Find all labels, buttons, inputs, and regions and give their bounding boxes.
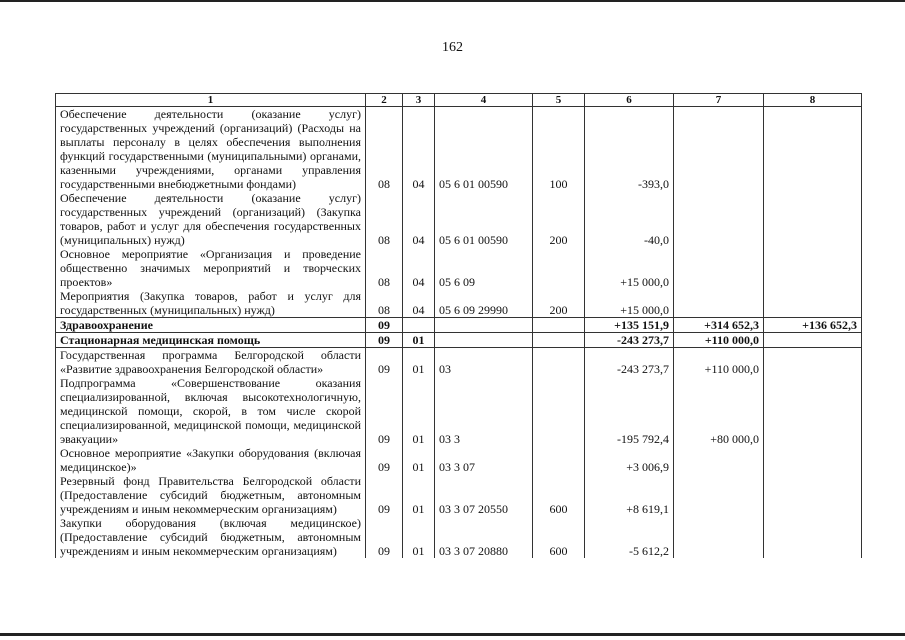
table-row-section-total: [56, 318, 862, 333]
row-amount-col8: [764, 446, 862, 474]
row-amount-col8: [764, 289, 862, 318]
row-target-article: 05 6 01 00590: [435, 191, 533, 247]
page-number: 162: [442, 40, 463, 55]
col-header-2: 2: [366, 94, 403, 107]
row-description: Здравоохранение: [56, 318, 366, 333]
row-description: Обеспечение деятельности (оказание услуг) государственных учреждений (организаций) (Закупка товаров, работ и услуг для обеспечения государственных (муниципальных) нужд): [56, 191, 366, 247]
row-amount-col6: -243 273,7: [585, 348, 674, 377]
row-amount-col6: +15 000,0: [585, 289, 674, 318]
row-target-article: 05 6 09: [435, 247, 533, 289]
col-header-7: 7: [674, 94, 764, 107]
row-amount-col7: +80 000,0: [674, 376, 764, 446]
row-target-article: 05 6 01 00590: [435, 107, 533, 192]
col-header-1: 1: [56, 94, 366, 107]
col-header-4: 4: [435, 94, 533, 107]
row-amount-col7: [674, 191, 764, 247]
row-description: Закупки оборудования (включая медицинское) (Предоставление субсидий бюджетным, автономным учреждениям и иным некоммерческим организациям): [56, 516, 366, 558]
row-expense-type: [533, 446, 585, 474]
col-header-8: 8: [764, 94, 862, 107]
row-amount-col7: +110 000,0: [674, 333, 764, 348]
table-row: [56, 289, 862, 318]
row-amount-col7: [674, 289, 764, 318]
row-section-code: 09: [366, 376, 403, 446]
row-amount-col7: [674, 247, 764, 289]
table-row: [56, 446, 862, 474]
table-row: [56, 474, 862, 516]
row-description: Подпрограмма «Совершенствование оказания специализированной, включая высокотехнологичную, медицинской помощи, скорой, в том числе скорой специализированной, медицинской помощи, медицинской эвакуации»: [56, 376, 366, 446]
row-amount-col8: [764, 191, 862, 247]
col-header-6: 6: [585, 94, 674, 107]
row-subsection-code: 04: [403, 107, 435, 192]
row-subsection-code: 01: [403, 474, 435, 516]
scan-edge-top: [0, 0, 905, 2]
row-amount-col6: -5 612,2: [585, 516, 674, 558]
row-target-article: 03 3 07 20550: [435, 474, 533, 516]
row-subsection-code: 04: [403, 289, 435, 318]
table-row: [56, 348, 862, 377]
row-section-code: 08: [366, 289, 403, 318]
row-amount-col7: [674, 474, 764, 516]
row-target-article: 05 6 09 29990: [435, 289, 533, 318]
row-section-code: 08: [366, 191, 403, 247]
row-subsection-code: 01: [403, 348, 435, 377]
row-amount-col8: +136 652,3: [764, 318, 862, 333]
row-description: Стационарная медицинская помощь: [56, 333, 366, 348]
row-target-article: 03: [435, 348, 533, 377]
table-row: [56, 247, 862, 289]
row-amount-col6: -195 792,4: [585, 376, 674, 446]
row-expense-type: 600: [533, 474, 585, 516]
row-amount-col7: [674, 446, 764, 474]
table-row: [56, 191, 862, 247]
row-target-article: 03 3 07: [435, 446, 533, 474]
scan-edge-bottom: [0, 633, 905, 636]
row-description: Мероприятия (Закупка товаров, работ и услуг для государственных (муниципальных) нужд): [56, 289, 366, 318]
row-expense-type: 600: [533, 516, 585, 558]
row-amount-col7: [674, 107, 764, 192]
row-subsection-code: 01: [403, 516, 435, 558]
row-amount-col7: +110 000,0: [674, 348, 764, 377]
row-expense-type: 100: [533, 107, 585, 192]
row-description: Основное мероприятие «Организация и проведение общественно значимых мероприятий и творческих проектов»: [56, 247, 366, 289]
table-header-row: [56, 94, 862, 107]
row-subsection-code: 04: [403, 191, 435, 247]
row-amount-col6: -243 273,7: [585, 333, 674, 348]
row-subsection-code: 04: [403, 247, 435, 289]
table-row-subsection-total: [56, 333, 862, 348]
row-amount-col6: -40,0: [585, 191, 674, 247]
budget-table: [55, 93, 862, 558]
row-subsection-code: 01: [403, 333, 435, 348]
row-section-code: 09: [366, 446, 403, 474]
table-row: [56, 376, 862, 446]
row-amount-col8: [764, 516, 862, 558]
row-subsection-code: [403, 318, 435, 333]
row-section-code: 09: [366, 516, 403, 558]
row-section-code: 09: [366, 333, 403, 348]
row-description: Резервный фонд Правительства Белгородской области (Предоставление субсидий бюджетным, автономным учреждениям и иным некоммерческим организациям): [56, 474, 366, 516]
row-amount-col7: +314 652,3: [674, 318, 764, 333]
row-section-code: 08: [366, 247, 403, 289]
row-amount-col8: [764, 474, 862, 516]
table-row: [56, 107, 862, 192]
row-amount-col8: [764, 247, 862, 289]
row-subsection-code: 01: [403, 376, 435, 446]
row-expense-type: [533, 318, 585, 333]
row-description: Государственная программа Белгородской области «Развитие здравоохранения Белгородской области»: [56, 348, 366, 377]
row-target-article: 03 3 07 20880: [435, 516, 533, 558]
row-amount-col6: +135 151,9: [585, 318, 674, 333]
col-header-5: 5: [533, 94, 585, 107]
row-expense-type: 200: [533, 191, 585, 247]
row-amount-col7: [674, 516, 764, 558]
row-target-article: 03 3: [435, 376, 533, 446]
row-expense-type: [533, 247, 585, 289]
row-expense-type: 200: [533, 289, 585, 318]
row-amount-col6: +15 000,0: [585, 247, 674, 289]
row-expense-type: [533, 348, 585, 377]
row-subsection-code: 01: [403, 446, 435, 474]
row-amount-col8: [764, 348, 862, 377]
row-section-code: 09: [366, 348, 403, 377]
row-section-code: 08: [366, 107, 403, 192]
table-row: [56, 516, 862, 558]
row-target-article: [435, 318, 533, 333]
row-section-code: 09: [366, 318, 403, 333]
row-amount-col6: +8 619,1: [585, 474, 674, 516]
col-header-3: 3: [403, 94, 435, 107]
row-target-article: [435, 333, 533, 348]
row-amount-col6: +3 006,9: [585, 446, 674, 474]
row-amount-col6: -393,0: [585, 107, 674, 192]
row-section-code: 09: [366, 474, 403, 516]
row-expense-type: [533, 376, 585, 446]
row-amount-col8: [764, 376, 862, 446]
row-description: Обеспечение деятельности (оказание услуг) государственных учреждений (организаций) (Расходы на выплаты персоналу в целях обеспечения выполнения функций государственными (муниципальными) органами, казенными учреждениями, органами управления государственными внебюджетными фондами): [56, 107, 366, 192]
row-description: Основное мероприятие «Закупки оборудования (включая медицинское)»: [56, 446, 366, 474]
row-expense-type: [533, 333, 585, 348]
row-amount-col8: [764, 333, 862, 348]
row-amount-col8: [764, 107, 862, 192]
